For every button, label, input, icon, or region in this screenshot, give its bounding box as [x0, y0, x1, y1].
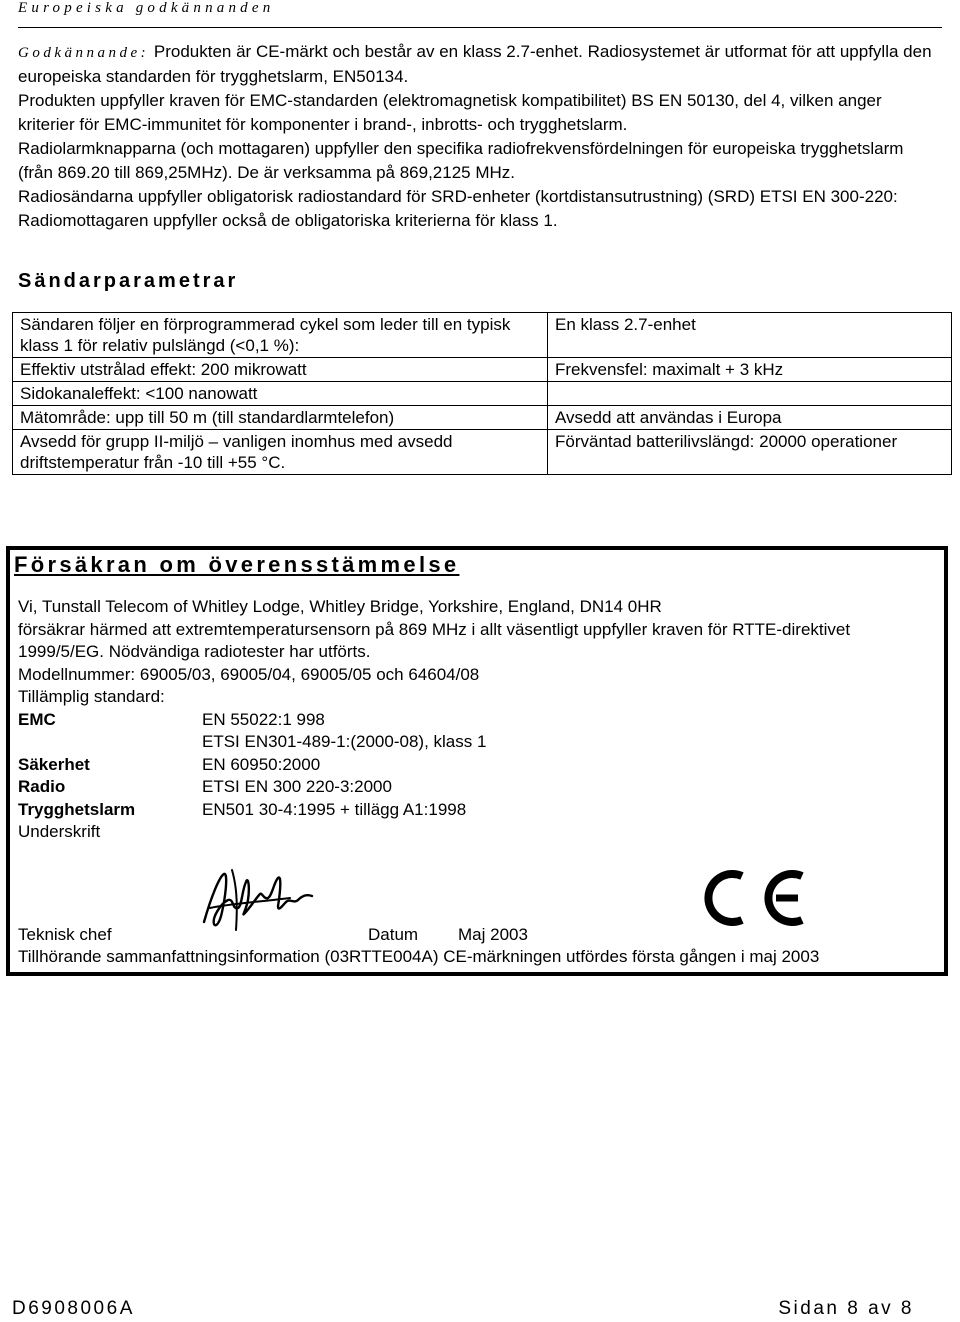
intro-section [18, 40, 938, 233]
standard-value: EN 55022:1 998 [202, 709, 325, 729]
standard-key [18, 731, 202, 754]
standard-key: Trygghetslarm [18, 799, 136, 819]
date-value: Maj 2003 [458, 925, 528, 944]
standard-value: EN501 30-4:1995 + tillägg A1:1998 [202, 799, 467, 819]
declaration-line: Tillämplig standard: [18, 687, 165, 706]
approval-label: Godkännande: [18, 45, 150, 61]
standard-key: EMC [18, 709, 56, 729]
param-cell: Avsedd för grupp II-miljö – vanligen inomhus med avsedd driftstemperatur från -10 till +55 °C. [13, 430, 548, 475]
table-row [13, 382, 952, 406]
document-id: D6908006A [12, 1298, 135, 1319]
header-rule [18, 27, 942, 28]
param-cell: Förväntad batterilivslängd: 20000 operationer [548, 430, 952, 475]
table-row [13, 406, 952, 430]
signature-block [18, 924, 938, 968]
standard-value: ETSI EN301-489-1:(2000-08), klass 1 [202, 732, 487, 751]
param-cell: Frekvensfel: maximalt + 3 kHz [548, 358, 952, 382]
intro-paragraph-3: Radiolarmknapparna (och mottagaren) uppfyller den specifika radiofrekvensfördelningen för europeiska trygghetslarm (från 869.20 till 869,25MHz). De är verksamma på 869,2125 MHz. [18, 139, 904, 182]
declaration-line: försäkrar härmed att extremtemperatursensorn på 869 MHz i allt väsentligt uppfyller kraven för RTTE-direktivet 1999/5/EG. Nödvändiga radiotester har utförts. [18, 619, 851, 661]
param-cell: Sidokanaleffekt: <100 nanowatt [13, 382, 548, 406]
param-cell [548, 382, 952, 406]
standard-value: EN 60950:2000 [202, 754, 321, 774]
page-number: Sidan 8 av 8 [778, 1298, 914, 1319]
params-table [12, 312, 952, 475]
params-title: Sändarparametrar [18, 270, 239, 292]
standard-row [18, 709, 918, 732]
param-cell: En klass 2.7-enhet [548, 313, 952, 358]
standard-row [18, 731, 918, 754]
table-row [13, 358, 952, 382]
ce-mark-icon [690, 868, 808, 928]
table-row [13, 313, 952, 358]
summary-line: Tillhörande sammanfattningsinformation (03RTTE004A) CE-märkningen utfördes första gången i maj 2003 [18, 947, 820, 966]
standard-value: ETSI EN 300 220-3:2000 [202, 777, 392, 796]
intro-paragraph-2: Produkten uppfyller kraven för EMC-standarden (elektromagnetisk kompatibilitet) BS EN 50130, del 4, vilken anger kriterier för EMC-immunitet för komponenter i brand-, inbrotts- och trygghetslarm. [18, 91, 882, 134]
param-cell: Sändaren följer en förprogrammerad cykel som leder till en typisk klass 1 för relativ pulslängd (<0,1 %): [13, 313, 548, 358]
role-text: Teknisk chef [18, 925, 112, 944]
param-cell: Avsedd att användas i Europa [548, 406, 952, 430]
table-row [13, 430, 952, 475]
standard-key: Radio [18, 777, 66, 796]
intro-paragraph-1: Godkännande: Produkten är CE-märkt och består av en klass 2.7-enhet. Radiosystemet är utformat för att uppfylla den europeiska standarden för trygghetslarm, EN50134. [18, 42, 932, 86]
intro-paragraph-4: Radiosändarna uppfyller obligatorisk radiostandard för SRD-enheter (kortdistansutrustning) (SRD) ETSI EN 300-220: Radiomottagaren uppfyller också de obligatoriska kriterierna för klass 1. [18, 187, 898, 230]
standard-row [18, 799, 918, 822]
date-label: Datum [368, 925, 419, 944]
standard-row [18, 776, 918, 799]
role-date-line [18, 924, 938, 946]
page-header: Europeiska godkännanden [18, 0, 275, 16]
param-cell: Effektiv utstrålad effekt: 200 mikrowatt [13, 358, 548, 382]
declaration-line: Vi, Tunstall Telecom of Whitley Lodge, Whitley Bridge, Yorkshire, England, DN14 0HR [18, 597, 662, 616]
declaration-line: Modellnummer: 69005/03, 69005/04, 69005/05 och 64604/08 [18, 664, 480, 684]
declaration-body [18, 596, 918, 844]
standard-key: Säkerhet [18, 754, 90, 774]
standard-row [18, 754, 918, 777]
signature-label: Underskrift [18, 822, 101, 841]
declaration-title: Försäkran om överensstämmelse [14, 552, 460, 577]
param-cell: Mätområde: upp till 50 m (till standardlarmtelefon) [13, 406, 548, 430]
